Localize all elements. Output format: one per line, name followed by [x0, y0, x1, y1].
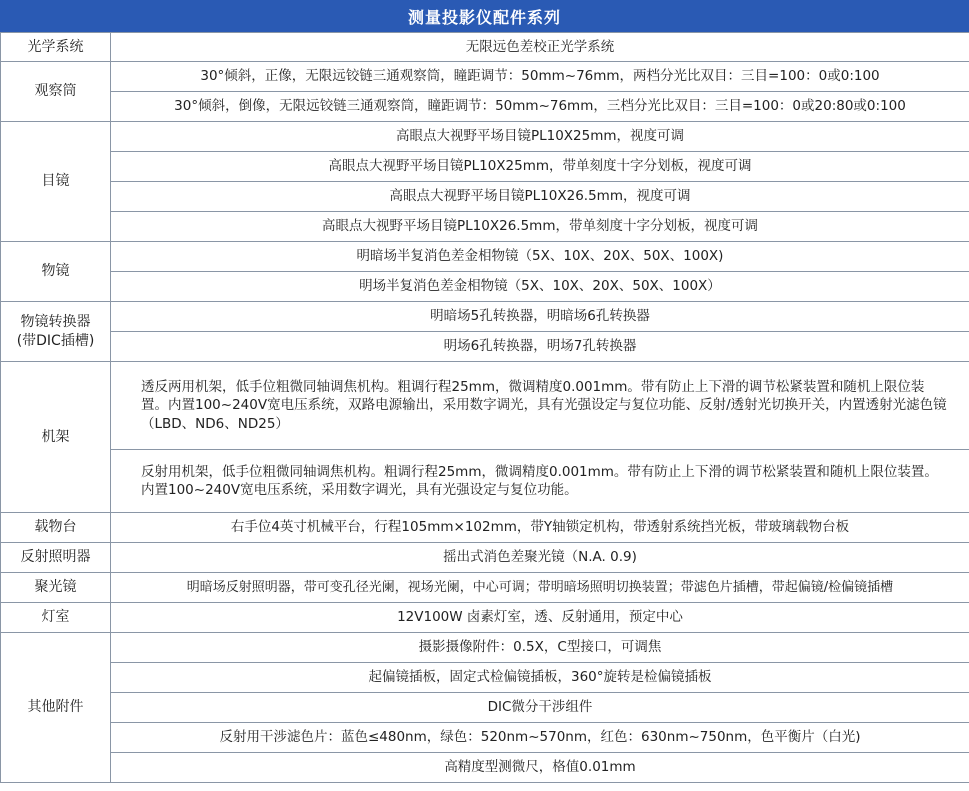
spec-cell: 反射用干涉滤色片：蓝色≤480nm，绿色：520nm~570nm，红色：630nm~750nm，色平衡片（白光): [111, 723, 969, 753]
table-row: [1, 152, 969, 182]
category-cell: 其他附件: [1, 633, 111, 783]
category-cell: 物镜: [1, 242, 111, 302]
spec-cell: 高精度型测微尺，格值0.01mm: [111, 753, 969, 783]
spec-cell: 透反两用机架，低手位粗微同轴调焦机构。粗调行程25mm，微调精度0.001mm。带有防止上下滑的调节松紧装置和随机上限位装置。内置100~240V宽电压系统，双路电源输出，采用数字调光，具有光强设定与复位功能、反射/透射光切换开关，内置透射光滤色镜（LBD、ND6、ND25）: [111, 362, 969, 450]
category-cell: 灯室: [1, 603, 111, 633]
category-cell: 机架: [1, 362, 111, 513]
spec-cell: 高眼点大视野平场目镜PL10X26.5mm，视度可调: [111, 182, 969, 212]
table-row: [1, 362, 969, 450]
spec-cell: 无限远色差校正光学系统: [111, 33, 969, 62]
category-cell: 目镜: [1, 122, 111, 242]
spec-cell: 30°倾斜，正像，无限远铰链三通观察筒，瞳距调节：50mm~76mm，两档分光比双目：三目=100：0或0:100: [111, 62, 969, 92]
spec-cell: 反射用机架，低手位粗微同轴调焦机构。粗调行程25mm，微调精度0.001mm。带有防止上下滑的调节松紧装置和随机上限位装置。内置100~240V宽电压系统，采用数字调光，具有光强设定与复位功能。: [111, 450, 969, 513]
category-cell: 聚光镜: [1, 573, 111, 603]
table-row: [1, 92, 969, 122]
spec-cell: 明场6孔转换器，明场7孔转换器: [111, 332, 969, 362]
table-row: [1, 272, 969, 302]
spec-cell: 明暗场反射照明器，带可变孔径光阑，视场光阑，中心可调；带明暗场照明切换装置；带滤色片插槽，带起偏镜/检偏镜插槽: [111, 573, 969, 603]
category-cell: 观察筒: [1, 62, 111, 122]
table-row: [1, 693, 969, 723]
table-row: [1, 513, 969, 543]
table-title: 测量投影仪配件系列: [0, 0, 969, 32]
spec-cell: 明暗场半复消色差金相物镜（5X、10X、20X、50X、100X): [111, 242, 969, 272]
table-row: [1, 182, 969, 212]
category-cell: 反射照明器: [1, 543, 111, 573]
table-row: [1, 62, 969, 92]
category-label-line1: 物镜转换器: [20, 313, 91, 330]
table-row: [1, 633, 969, 663]
table-row: [1, 212, 969, 242]
table-row: [1, 663, 969, 693]
spec-cell: 右手位4英寸机械平台，行程105mm×102mm，带Y轴锁定机构，带透射系统挡光板，带玻璃载物台板: [111, 513, 969, 543]
table-row: [1, 603, 969, 633]
category-label-line2: (带DIC插槽): [16, 332, 95, 349]
spec-cell: 摇出式消色差聚光镜（N.A. 0.9): [111, 543, 969, 573]
table-row: [1, 450, 969, 513]
category-cell: 光学系统: [1, 33, 111, 62]
table-row: [1, 122, 969, 152]
spec-table: [0, 32, 969, 783]
spec-cell: 起偏镜插板，固定式检偏镜插板，360°旋转是检偏镜插板: [111, 663, 969, 693]
spec-cell: 明暗场5孔转换器，明暗场6孔转换器: [111, 302, 969, 332]
spec-cell: 高眼点大视野平场目镜PL10X25mm，带单刻度十字分划板，视度可调: [111, 152, 969, 182]
table-row: [1, 723, 969, 753]
category-cell: [1, 302, 111, 362]
spec-cell: DIC微分干涉组件: [111, 693, 969, 723]
table-row: [1, 33, 969, 62]
spec-cell: 摄影摄像附件：0.5X，C型接口，可调焦: [111, 633, 969, 663]
spec-cell: 12V100W 卤素灯室，透、反射通用，预定中心: [111, 603, 969, 633]
category-cell: 载物台: [1, 513, 111, 543]
table-row: [1, 573, 969, 603]
table-row: [1, 753, 969, 783]
table-row: [1, 242, 969, 272]
spec-cell: 明场半复消色差金相物镜（5X、10X、20X、50X、100X）: [111, 272, 969, 302]
table-row: [1, 332, 969, 362]
table-row: [1, 543, 969, 573]
spec-cell: 30°倾斜，倒像，无限远铰链三通观察筒，瞳距调节：50mm~76mm，三档分光比双目：三目=100：0或20:80或0:100: [111, 92, 969, 122]
table-row: [1, 302, 969, 332]
spec-cell: 高眼点大视野平场目镜PL10X26.5mm，带单刻度十字分划板，视度可调: [111, 212, 969, 242]
spec-cell: 高眼点大视野平场目镜PL10X25mm，视度可调: [111, 122, 969, 152]
